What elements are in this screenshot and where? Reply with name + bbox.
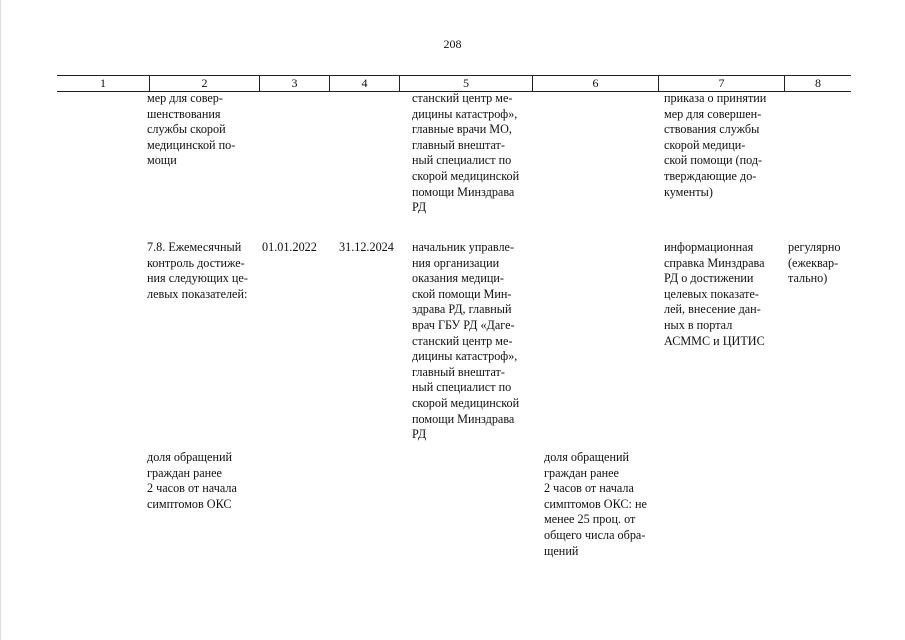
header-col-7: 7: [658, 76, 784, 91]
header-col-2: 2: [149, 76, 259, 91]
row1-measure-text: мер для совер- шенствования службы скорой медицинской по- мощи: [147, 91, 236, 168]
row2-frequency-text: регулярно (ежеквар- тально): [788, 240, 841, 286]
row1-responsible-text: станский центр ме- дицины катастроф», главные врачи МО, главный внештат- ный специалист по скорой медицинской помощи Минздрава РД: [412, 91, 520, 215]
row1-document-text: приказа о принятии мер для совершен- ствования службы скорой медици- ской помощи (под- тверждающие до- кументы): [664, 91, 767, 199]
header-col-4: 4: [329, 76, 399, 91]
row2-measure-text: 7.8. Ежемесячный контроль достиже- ния следующих це- левых показателей:: [147, 240, 248, 301]
page-left-edge: [0, 0, 1, 640]
header-col-3: 3: [259, 76, 329, 91]
header-col-6: 6: [532, 76, 658, 91]
row2-end-date: 31.12.2024: [339, 240, 394, 254]
header-col-5: 5: [399, 76, 532, 91]
row2-responsible-text: начальник управле- ния организации оказания медици- ской помощи Мин- здрава РД, главный врач ГБУ РД «Даге- станский центр ме- дицины катастроф», главный внештат- ный специалист по скорой медицинской помощи Минздрава РД: [412, 240, 520, 442]
row3-target-text: доля обращений граждан ранее 2 часов от начала симптомов ОКС: не менее 25 проц. от общего числа обра- щений: [544, 450, 647, 558]
row2-document-text: информационная справка Минздрава РД о достижении целевых показате- лей, внесение дан- ных в портал АСММС и ЦИТИС: [664, 240, 765, 348]
row3-indicator-text: доля обращений граждан ранее 2 часов от начала симптомов ОКС: [147, 450, 237, 511]
page-number: 208: [443, 37, 462, 51]
header-col-1: 1: [100, 76, 106, 90]
row2-start-date: 01.01.2022: [262, 240, 317, 254]
header-col-8: 8: [784, 76, 851, 91]
table-header-row: [57, 75, 851, 92]
